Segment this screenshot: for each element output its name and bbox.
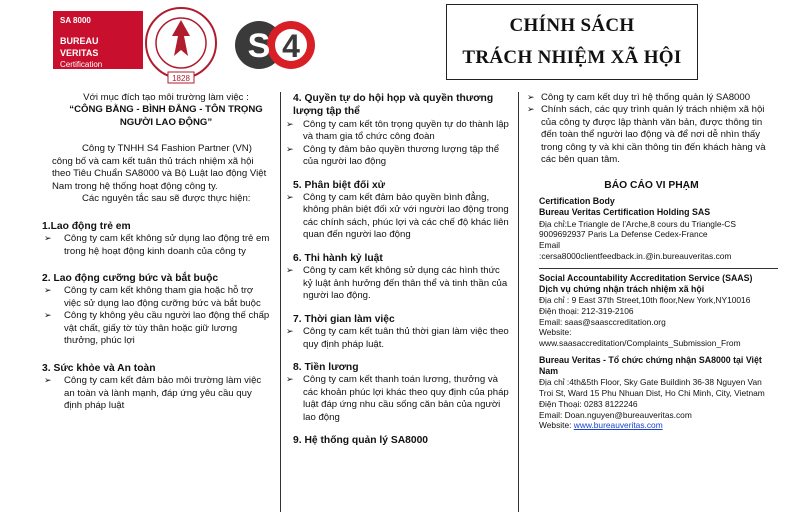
- column-3: [518, 92, 778, 512]
- section-title: 3. Sức khỏe và An toàn: [42, 362, 156, 374]
- arrow-bullet-icon: ➢: [286, 326, 294, 337]
- section-title: 2. Lao động cưỡng bức và bắt buộc: [42, 273, 219, 285]
- sa8000-badge: [53, 11, 143, 69]
- principles-intro: Các nguyên tắc sau sẽ được thực hiện:: [82, 193, 251, 205]
- section-title: 1.Lao động trẻ em: [42, 220, 131, 232]
- org2-name: Social Accountability Accreditation Service (SAAS): [539, 272, 753, 283]
- list-item: ➢ Công ty cam kết đảm bảo quyền bình đẳng, không phân biệt đối xử với người lao động trong các chính sách, phúc lợi và các chế độ khác liên quan đến người lao động: [286, 192, 509, 241]
- list-item: ➢ Công ty cam kết không sử dụng lao động trẻ em trong hệ hoạt động kinh doanh của công ty: [44, 233, 270, 257]
- org3-name: Bureau Veritas - Tổ chức chứng nhận SA8000 tại Việt Nam: [539, 354, 762, 377]
- list-item: ➢ Công ty cam kết tuân thủ thời gian làm việc theo quy định pháp luật.: [286, 326, 509, 350]
- arrow-bullet-icon: ➢: [527, 92, 535, 102]
- org2-name-vi: Dịch vụ chứng nhận trách nhiệm xã hội: [539, 283, 705, 294]
- list-item: ➢ Công ty đảm bảo quyền thương lượng tập thể của người lao động: [286, 143, 500, 168]
- list-item: ➢ Công ty cam kết tôn trọng quyền tự do thành lập và tham gia tổ chức công đoàn: [286, 118, 509, 143]
- section-title: 5. Phân biệt đối xử: [293, 179, 386, 191]
- motto: “CÔNG BẰNG - BÌNH ĐẲNG - TÔN TRỌNG NGƯỜI LAO ĐỘNG”: [69, 104, 263, 128]
- org3-email[interactable]: Email: Doan.nguyen@bureauveritas.com: [539, 409, 692, 420]
- seal-year: 1828: [172, 74, 190, 83]
- list-item: ➢ Công ty cam kết không tham gia hoặc hỗ trợ việc sử dụng lao động cưỡng bức và bắt buộc: [44, 285, 261, 309]
- column-1: [42, 92, 270, 512]
- section-title: 4. Quyền tự do hội họp và quyền thương lượng tập thể: [293, 93, 494, 118]
- arrow-bullet-icon: ➢: [527, 104, 535, 115]
- org3-website-link[interactable]: www.bureauveritas.com: [573, 420, 663, 431]
- org-bv-vietnam: [539, 355, 778, 431]
- divider: [539, 268, 778, 269]
- arrow-bullet-icon: ➢: [286, 374, 294, 385]
- section-title: 8. Tiền lương: [293, 361, 359, 373]
- arrow-bullet-icon: ➢: [286, 265, 294, 276]
- org2-website-label: Website:: [539, 327, 572, 338]
- arrow-bullet-icon: ➢: [286, 143, 294, 154]
- svg-text:4: 4: [282, 28, 300, 64]
- arrow-bullet-icon: ➢: [286, 118, 294, 129]
- bureau-veritas-seal-logo: [144, 6, 218, 86]
- list-item: ➢ Công ty không yêu cầu người lao động thế chấp vật chất, giấy tờ tùy thân hoặc giữ lương thưởng, phúc lợi: [44, 310, 270, 347]
- list-item: ➢ Công ty cam kết không sử dụng các hình thức kỷ luật ảnh hưởng đến thân thể và tinh thần của người lao động.: [286, 265, 508, 302]
- org1-label: Certification Body: [539, 196, 615, 207]
- org2-website[interactable]: www.saasaccreditation/Complaints_Submission_From: [539, 338, 741, 349]
- column-2: [280, 92, 512, 512]
- org2-email[interactable]: Email: saas@saasccreditation.org: [539, 316, 666, 327]
- list-item: ➢ Chính sách, các quy trình quản lý trách nhiệm xã hội của công ty được lập thành văn bản, được thông tin đến toàn thể người lao động và để nơi dễ nhìn thấy trong công ty và khi cần thông tin đến khách hàng và các bên quan tâm.: [527, 104, 766, 166]
- org3-website-label: Website:: [539, 420, 574, 431]
- commitment-paragraph: Công ty TNHH S4 Fashion Partner (VN) công bố và cam kết tuân thủ trách nhiệm xã hội theo Tiêu Chuẩn SA8000 và Bộ Luật lao động Việt Nam trong hệ thống hoạt động công ty.: [52, 143, 267, 192]
- arrow-bullet-icon: ➢: [44, 233, 52, 244]
- badge-line3: Certification: [60, 59, 103, 69]
- list-item: ➢ Công ty cam kết thanh toán lương, thưởng và các khoản phúc lợi khác theo quy định của pháp luật đáp ứng nhu cầu sống căn bản của người lao động: [286, 374, 509, 423]
- org-certification-body: [539, 196, 778, 262]
- list-item: ➢ Công ty cam kết duy trì hệ thống quản lý SA8000: [527, 92, 751, 103]
- arrow-bullet-icon: ➢: [286, 192, 294, 202]
- intro-text: Với mục đích tạo môi trường làm việc :: [83, 92, 249, 103]
- section-title: 9. Hệ thống quản lý SA8000: [293, 435, 429, 447]
- org3-phone: Điện Thoại: 0283 8122246: [539, 398, 638, 409]
- s4-logo: [233, 19, 317, 71]
- header: [0, 0, 802, 88]
- org1-email[interactable]: :cersa8000clientfeedback.in.@in.bureauveritas.com: [539, 250, 732, 261]
- svg-text:S: S: [247, 27, 271, 65]
- org-saas: [539, 273, 778, 349]
- org2-address: Địa chỉ : 9 East 37th Street,10th floor,New York,NY10016: [539, 295, 751, 306]
- org2-phone: Điện thoại: 212-319-2106: [539, 305, 634, 316]
- org1-name: Bureau Veritas Certification Holding SAS: [539, 207, 711, 218]
- org1-email-label: Email: [539, 240, 560, 251]
- list-item: ➢ Công ty cam kết đảm bảo môi trường làm việc an toàn và lành mạnh, đáp ứng yêu cầu quy định pháp luật: [44, 375, 262, 412]
- badge-line2: BUREAU VERITAS: [60, 36, 99, 59]
- page-title: [446, 4, 698, 80]
- arrow-bullet-icon: ➢: [44, 375, 52, 386]
- report-title: BÁO CÁO VI PHẠM: [604, 179, 699, 191]
- arrow-bullet-icon: ➢: [44, 285, 52, 296]
- arrow-bullet-icon: ➢: [44, 310, 52, 321]
- section-title: 7. Thời gian làm việc: [293, 313, 395, 325]
- title-line1: CHÍNH SÁCH: [509, 15, 635, 36]
- org1-address: Địa chỉ:Le Triangle de l’Arche,8 cours du Triangle-CS 9009692937 Paris La Defense Cedex-France: [539, 218, 736, 240]
- badge-line1: SA 8000: [60, 16, 91, 25]
- org3-address: Địa chỉ :4th&5th Floor, Sky Gate Buildinh 36-38 Nguyen Van Troi St, Ward 15 Phu Nhuan Dist, Ho Chi Minh, City, Vietnam: [539, 377, 765, 399]
- section-title: 6. Thi hành kỷ luật: [293, 252, 383, 264]
- title-line2: TRÁCH NHIỆM XÃ HỘI: [462, 47, 682, 69]
